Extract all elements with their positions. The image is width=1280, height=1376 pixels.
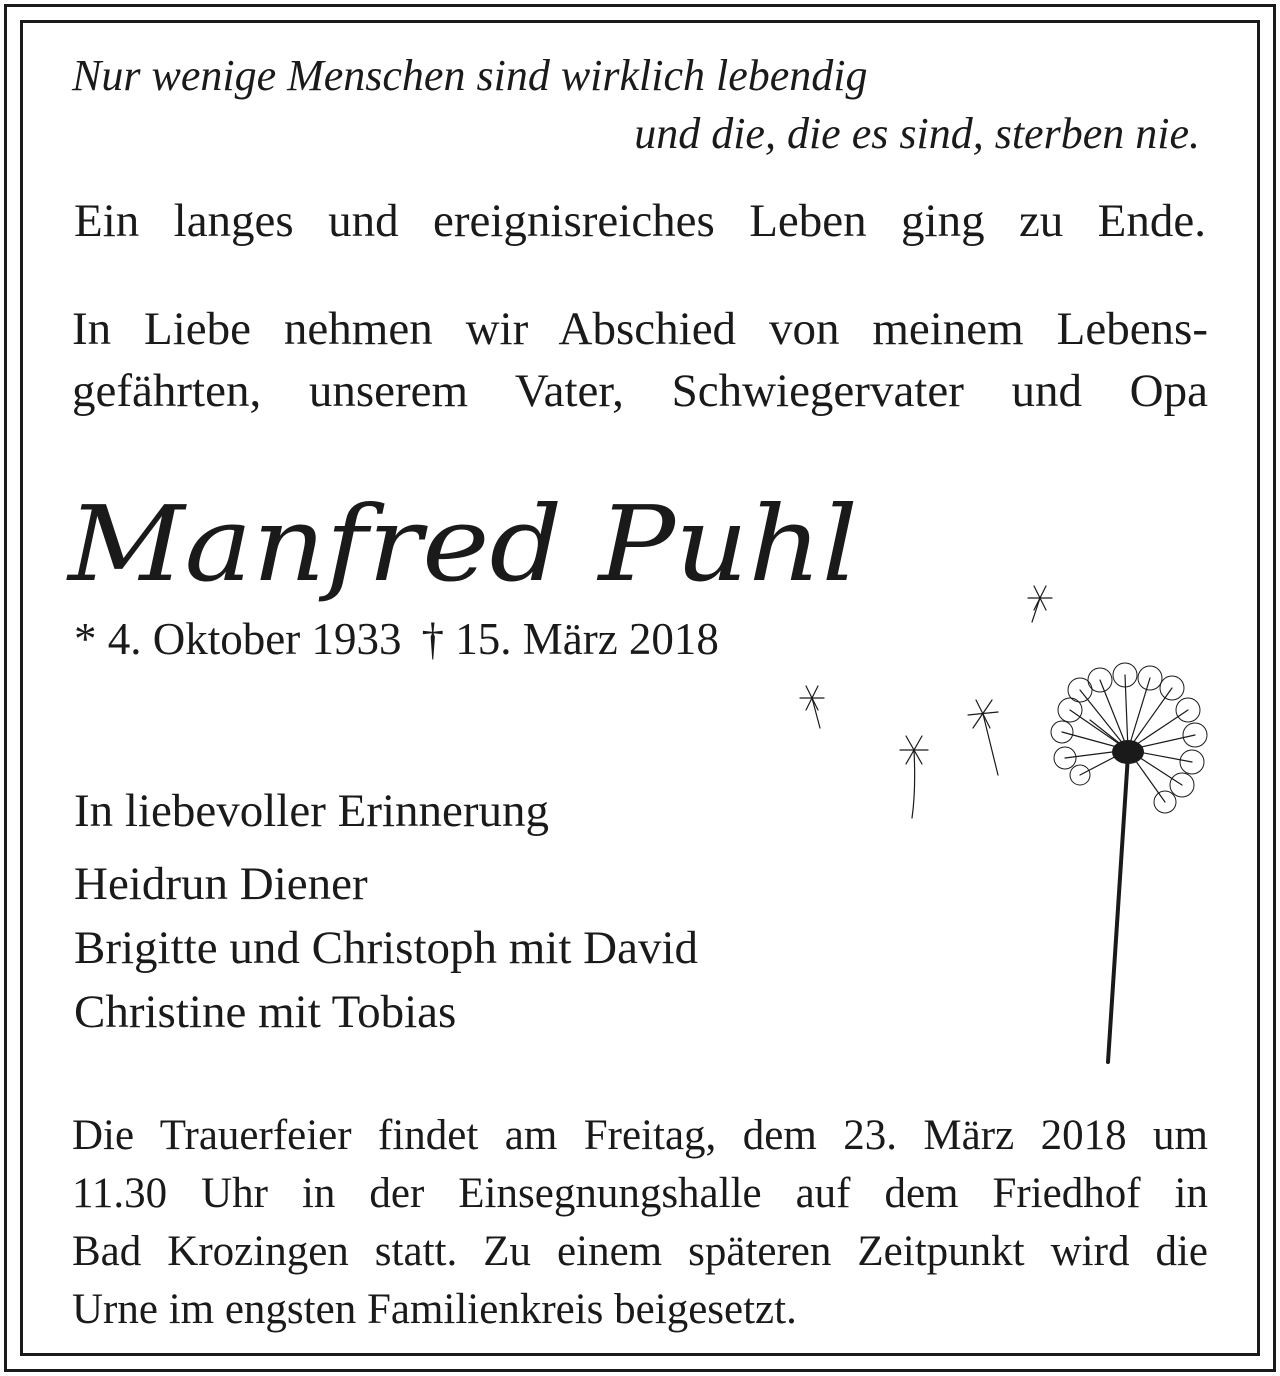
ceremony-line-4: Urne im engsten Familienkreis beigesetzt. bbox=[72, 1286, 797, 1333]
seed-tufts bbox=[1051, 663, 1207, 813]
ceremony-line-2: 11.30 Uhr in der Einsegnungshalle auf dem Friedhof in bbox=[72, 1170, 1208, 1217]
ceremony-notice bbox=[72, 1107, 1208, 1339]
memory-heading: In liebevoller Erinnerung bbox=[74, 785, 550, 837]
life-dates bbox=[74, 614, 719, 664]
deceased-name bbox=[62, 488, 882, 608]
mourner-name: Brigitte und Christoph mit David bbox=[74, 922, 699, 974]
ceremony-line-1: Die Trauerfeier findet am Freitag, dem 23. März 2018 um bbox=[72, 1112, 1208, 1159]
death-date: † 15. März 2018 bbox=[421, 614, 719, 664]
dandelion-stem bbox=[1108, 755, 1128, 1062]
mourner-name: Christine mit Tobias bbox=[74, 986, 457, 1038]
mourner-name: Heidrun Diener bbox=[74, 858, 368, 910]
ceremony-line-3: Bad Krozingen statt. Zu einem späteren Zeitpunkt wird die bbox=[72, 1228, 1208, 1275]
dandelion-receptacle bbox=[1112, 740, 1144, 764]
lead-sentence: Ein langes und ereignisreiches Leben ging zu Ende. bbox=[74, 195, 1206, 247]
deceased-name-text: Manfred Puhl bbox=[65, 488, 858, 605]
flying-seeds bbox=[800, 586, 1052, 818]
dandelion-head bbox=[1062, 675, 1195, 802]
birth-date: * 4. Oktober 1933 bbox=[74, 614, 402, 664]
farewell-line-2: gefährten, unserem Vater, Schwiegervater und Opa bbox=[72, 365, 1208, 417]
farewell-line-1: In Liebe nehmen wir Abschied von meinem Lebens- bbox=[72, 303, 1208, 355]
farewell-text bbox=[72, 298, 1208, 422]
dandelion-illustration bbox=[780, 570, 1220, 1070]
quote-line-1: Nur wenige Menschen sind wirklich lebendig bbox=[72, 51, 868, 100]
quote-line-2: und die, die es sind, sterben nie. bbox=[634, 109, 1200, 158]
